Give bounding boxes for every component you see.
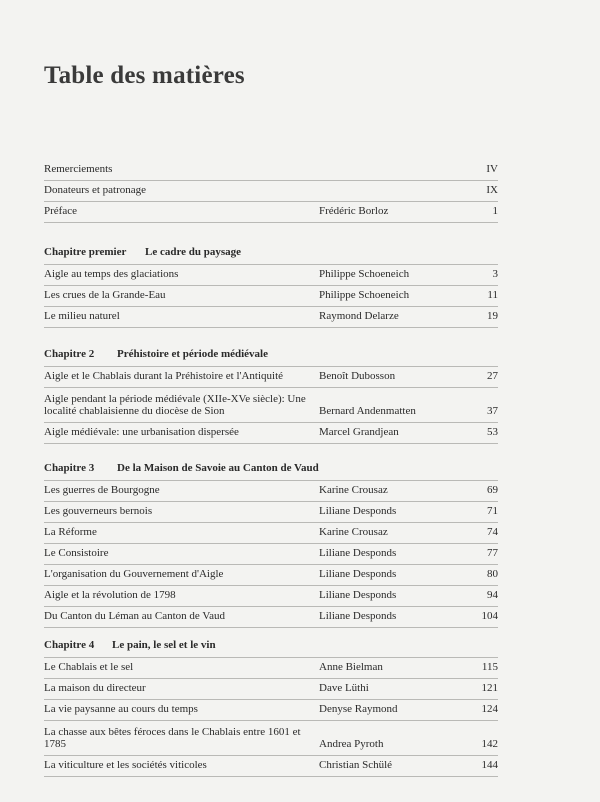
entry-author: Marcel Grandjean: [319, 426, 399, 438]
entry-title: La Réforme: [44, 526, 97, 538]
entry-title: La chasse aux bêtes féroces dans le Chablais entre 1601 et 1785: [44, 726, 301, 750]
entry-title: Le milieu naturel: [44, 310, 120, 322]
entry-author: Raymond Delarze: [319, 310, 399, 322]
entry-page: 115: [481, 661, 498, 673]
toc-row: [44, 307, 498, 328]
entry-title: L'organisation du Gouvernement d'Aigle: [44, 568, 224, 580]
entry-title: Donateurs et patronage: [44, 184, 147, 196]
chapter-2: [44, 345, 498, 444]
entry-author: Liliane Desponds: [319, 568, 397, 580]
entry-page: 71: [487, 505, 498, 517]
entry-page: 69: [487, 484, 498, 496]
entry-author: Bernard Andenmatten: [319, 405, 416, 417]
toc-row: [44, 286, 498, 307]
entry-page: 94: [487, 589, 498, 601]
toc-row: [44, 658, 498, 679]
entry-title: La vie paysanne au cours du temps: [44, 703, 198, 715]
entry-author: Denyse Raymond: [319, 703, 398, 715]
entry-page: 124: [481, 703, 498, 715]
entry-title: Remerciements: [44, 163, 113, 175]
entry-title: Aigle et la révolution de 1798: [44, 589, 176, 601]
toc-row: [44, 523, 498, 544]
toc-row: [44, 700, 498, 721]
entry-author: Philippe Schoeneich: [319, 268, 410, 280]
toc-row: [44, 607, 498, 628]
toc-row: [44, 202, 498, 223]
entry-title: Les crues de la Grande-Eau: [44, 289, 166, 301]
chapter-4: [44, 636, 498, 777]
toc-row: [44, 367, 498, 388]
entry-page: IV: [486, 163, 498, 175]
entry-page: 80: [487, 568, 498, 580]
entry-title: Aigle et le Chablais durant la Préhistoire et l'Antiquité: [44, 370, 284, 382]
entry-page: 27: [487, 370, 498, 382]
entry-title: Le Consistoire: [44, 547, 109, 559]
entry-author: Liliane Desponds: [319, 610, 397, 622]
entry-author: Philippe Schoeneich: [319, 289, 410, 301]
entry-author: Dave Lüthi: [319, 682, 369, 694]
entry-page: 77: [487, 547, 498, 559]
chapter-number: Chapitre 3: [44, 462, 95, 474]
toc-row: [44, 160, 498, 181]
chapter-name: Le pain, le sel et le vin: [112, 639, 216, 651]
entry-page: 104: [481, 610, 498, 622]
entry-title: Aigle pendant la période médiévale (XIIe-XVe siècle): Une localité chablaisienne du diocèse de Sion: [44, 393, 306, 417]
chapter-number: Chapitre 4: [44, 639, 95, 651]
toc-row: [44, 481, 498, 502]
entry-title: Aigle médiévale: une urbanisation dispersée: [44, 426, 239, 438]
entry-title: La maison du directeur: [44, 682, 146, 694]
toc-row: [44, 679, 498, 700]
entry-page: 144: [481, 759, 498, 771]
chapter-name: Le cadre du paysage: [145, 246, 242, 258]
toc-row: [44, 423, 498, 444]
chapter-heading: [44, 459, 498, 481]
chapter-name: De la Maison de Savoie au Canton de Vaud: [117, 462, 319, 474]
entry-page: 121: [481, 682, 498, 694]
toc-row: [44, 565, 498, 586]
entry-title: Les guerres de Bourgogne: [44, 484, 160, 496]
entry-title: Les gouverneurs bernois: [44, 505, 153, 517]
toc-row: [44, 721, 498, 756]
toc-row: [44, 502, 498, 523]
toc-row: [44, 586, 498, 607]
toc-row: [44, 265, 498, 286]
chapter-heading: [44, 243, 498, 265]
chapter-name: Préhistoire et période médiévale: [117, 348, 268, 360]
entry-title: Aigle au temps des glaciations: [44, 268, 179, 280]
chapter-number: Chapitre premier: [44, 246, 127, 258]
entry-page: IX: [486, 184, 498, 196]
entry-page: 19: [487, 310, 498, 322]
entry-title: La viticulture et les sociétés viticoles: [44, 759, 207, 771]
page-title: Table des matières: [44, 62, 245, 89]
chapter-heading: [44, 636, 498, 658]
entry-title: Préface: [44, 205, 77, 217]
entry-title: Le Chablais et le sel: [44, 661, 134, 673]
entry-page: 53: [487, 426, 498, 438]
chapter-number: Chapitre 2: [44, 348, 95, 360]
entry-author: Karine Crousaz: [319, 526, 388, 538]
entry-author: Benoît Dubosson: [319, 370, 396, 382]
chapter-heading: [44, 345, 498, 367]
toc-row: [44, 181, 498, 202]
entry-page: 1: [492, 205, 498, 217]
entry-title: Du Canton du Léman au Canton de Vaud: [44, 610, 225, 622]
entry-author: Liliane Desponds: [319, 547, 397, 559]
chapter-3: [44, 459, 498, 628]
toc-row: [44, 544, 498, 565]
entry-author: Andrea Pyroth: [319, 738, 384, 750]
entry-author: Liliane Desponds: [319, 589, 397, 601]
entry-author: Frédéric Borloz: [319, 205, 389, 217]
front-matter: [44, 160, 498, 223]
entry-page: 11: [487, 289, 498, 301]
entry-author: Liliane Desponds: [319, 505, 397, 517]
chapter-1: [44, 243, 498, 328]
entry-page: 3: [492, 268, 498, 280]
entry-author: Karine Crousaz: [319, 484, 388, 496]
entry-author: Anne Bielman: [319, 661, 383, 673]
entry-author: Christian Schülé: [319, 759, 393, 771]
toc-row: [44, 756, 498, 777]
toc-row: [44, 388, 498, 423]
entry-page: 142: [481, 738, 498, 750]
entry-page: 37: [487, 405, 498, 417]
entry-page: 74: [487, 526, 498, 538]
